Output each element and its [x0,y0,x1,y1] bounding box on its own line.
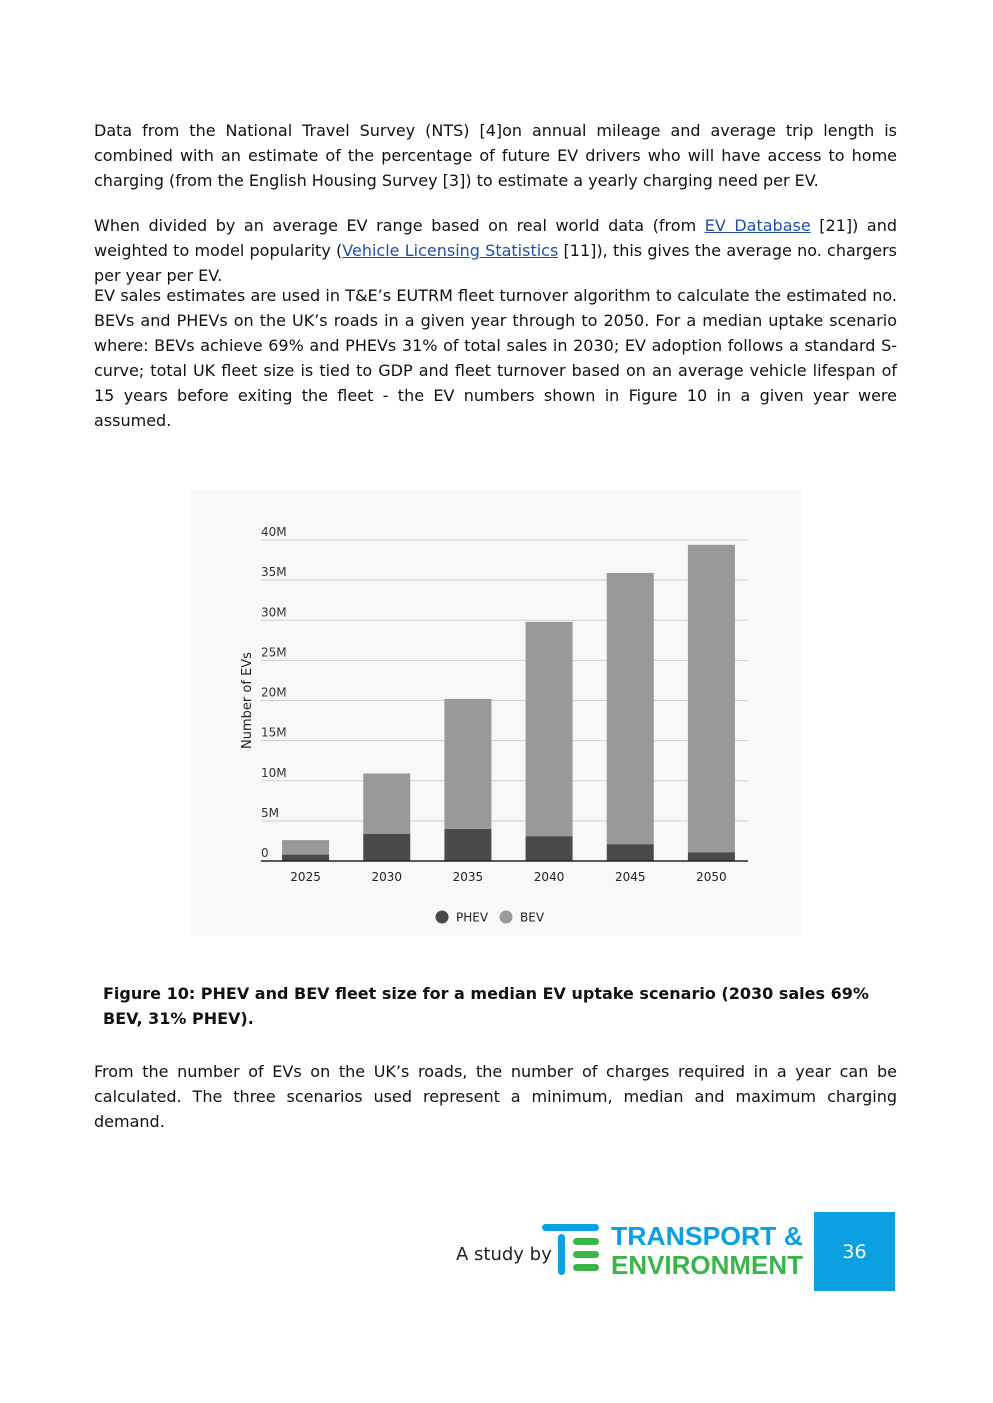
page-number-box [814,1212,895,1291]
transport-environment-logo [541,1220,806,1280]
p2-text-after: [11]), this gives the average no. chargers per year per EV. [94,241,898,285]
y-tick-label: 30M [261,605,287,620]
bar-phev-2025 [282,855,329,861]
logo-text-environment: ENVIRONMENT [611,1250,804,1280]
y-tick-label: 15M [261,725,287,740]
x-tick-label: 2025 [290,870,321,884]
bar-bev-2040 [526,622,573,836]
bar-bev-2025 [282,840,329,854]
paragraph-nts: Data from the National Travel Survey (NTS) [4]on annual mileage and average trip length is combined with an estimate of the percentage of future EV drivers who will have access to home charging (from the English Housing Survey [3]) to estimate a yearly charging need per EV. [94,121,897,190]
bar-phev-2040 [526,836,573,861]
x-tick-label: 2045 [614,870,646,884]
x-tick-label: 2050 [696,870,727,884]
y-tick-label: 40M [261,525,287,539]
p2-text-middle: [21]) and weighted to model popularity ( [94,216,898,260]
x-tick-label: 2030 [371,870,403,884]
bar-bev-2030 [363,774,410,834]
legend-marker-bev [500,911,513,924]
y-tick-label: 10M [261,765,287,780]
bar-phev-2050 [688,852,735,861]
y-tick-label: 35M [261,565,287,580]
paragraph-ev-sales: EV sales estimates are used in T&E’s EUTRM fleet turnover algorithm to calculate the estimated no. BEVs and PHEVs on the UK’s roads in a given year through to 2050. For a median uptake scenario where: BEVs achieve 69% and PHEVs 31% of total sales in 2030; EV adoption follows a standard S-curve; total UK fleet size is tied to GDP and fleet turnover based on an average vehicle lifespan of 15 years before exiting the fleet - the EV numbers shown in Figure 10 in a given year were assumed. [94,286,897,430]
study-by-label: A study by [456,1244,552,1265]
x-tick-label: 2040 [533,870,565,884]
legend-marker-phev [436,911,449,924]
fleet-size-chart [190,490,802,936]
y-tick-label: 0 [261,846,269,860]
chart-panel [190,490,802,936]
paragraph-charges: From the number of EVs on the UK’s roads, the number of charges required in a year can be calculated. The three scenarios used represent a minimum, median and maximum charging demand. [94,1062,897,1131]
figure-caption: Figure 10: PHEV and BEV fleet size for a median EV uptake scenario (2030 sales 69% BEV, 31% PHEV). [103,984,869,1028]
paragraph-ev-range [94,213,897,288]
bar-bev-2045 [607,573,654,844]
bar-bev-2035 [444,699,491,829]
bar-phev-2045 [607,844,654,861]
vehicle-licensing-statistics-link[interactable]: Vehicle Licensing Statistics [342,241,559,260]
page-number: 36 [842,1240,867,1263]
logo-text-transport: TRANSPORT & [611,1221,803,1251]
bar-phev-2030 [363,834,410,861]
te-logo-icon [542,1224,599,1275]
y-tick-label: 5M [261,805,279,820]
bar-phev-2035 [444,829,491,861]
y-axis-label: Number of EVs [240,652,255,749]
ev-database-link[interactable]: EV Database [704,216,811,235]
legend-label-phev: PHEV [456,910,489,925]
legend-label-bev: BEV [520,910,545,925]
y-tick-label: 25M [261,645,287,660]
bar-bev-2050 [688,545,735,852]
x-tick-label: 2035 [452,870,484,884]
p2-text-before: When divided by an average EV range based on real world data (from [94,216,705,235]
y-tick-label: 20M [261,685,287,700]
